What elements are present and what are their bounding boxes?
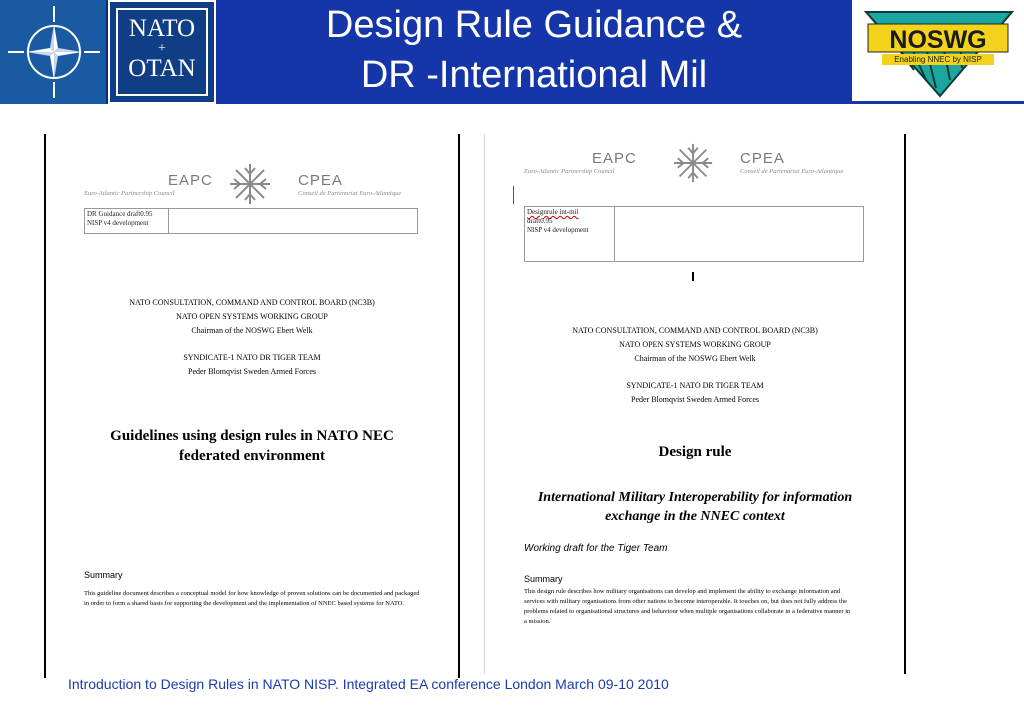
team-line: Peder Blomqvist Sweden Armed Forces [188, 367, 316, 376]
header-banner [0, 0, 1024, 104]
summary-text: This design rule describes how military organisations can develop and implement the ability to exchange information and services with military organisations from other nations to become interoperable. It touches on, but does not fully address the problems related to organisational structures and behaviour when multiple organisations collaborate in a federative manner in a mission. [524, 588, 851, 625]
working-draft-note: Working draft for the Tiger Team [524, 543, 668, 554]
page-title [216, 0, 852, 101]
organisation-block [486, 324, 904, 366]
nosw-tagline: Enabling NNEC by NISP [894, 55, 982, 64]
right-doc-left-border [484, 134, 485, 674]
right-doc-right-border [904, 134, 906, 674]
eapc-logo-text: EAPC [592, 150, 637, 167]
eapc-logo-text: EAPC [168, 172, 213, 189]
document-info-table [524, 206, 864, 262]
doc-id-cell: Designrule int-mil [527, 208, 579, 216]
org-line: Chairman of the NOSWG Ebert Welk [191, 326, 313, 335]
team-line: Peder Blomqvist Sweden Armed Forces [631, 395, 759, 404]
summary-label: Summary [524, 574, 563, 584]
org-line: Chairman of the NOSWG Ebert Welk [634, 354, 756, 363]
eapc-subtitle: Euro-Atlantic Partnership Council [84, 190, 175, 197]
compass-star-icon [0, 0, 108, 104]
org-line: NATO CONSULTATION, COMMAND AND CONTROL BOARD (NC3B) [129, 298, 375, 307]
right-document [486, 134, 904, 674]
nato-compass-logo [0, 0, 108, 104]
document-title: Guidelines using design rules in NATO NEC federated environment [110, 428, 394, 464]
document-subtitle: International Military Interoperability for information exchange in the NNEC context [537, 490, 853, 524]
doc-nisp-cell: NISP v4 development [527, 226, 589, 234]
summary-text: This guideline document describes a conceptual model for how knowledge of proven solutions can be documented and packaged in order to form a shared basis for supporting the development and the implementation of NNEC based systems for NATO. [84, 590, 420, 607]
org-line: NATO OPEN SYSTEMS WORKING GROUP [176, 312, 328, 321]
title-line-2: DR -International Mil [360, 54, 708, 96]
left-doc-right-border [458, 134, 460, 678]
title-line-1: Design Rule Guidance & [325, 4, 743, 46]
cpea-subtitle: Conseil de Partenariat Euro-Atlantique [298, 190, 402, 197]
title-rule [216, 101, 1024, 104]
team-block [486, 379, 904, 407]
paragraph-cursor [692, 272, 694, 281]
nosw-logo-text: NOSWG [889, 26, 987, 54]
otan-word: OTAN [128, 55, 196, 82]
team-line: SYNDICATE-1 NATO DR TIGER TEAM [626, 381, 764, 390]
noswg-logo [852, 0, 1024, 101]
org-line: NATO OPEN SYSTEMS WORKING GROUP [619, 340, 771, 349]
org-line: NATO CONSULTATION, COMMAND AND CONTROL BOARD (NC3B) [572, 326, 818, 335]
doc-version-cell: draft0.95 [527, 217, 553, 225]
organisation-block [46, 296, 458, 338]
nato-otan-logo [108, 0, 216, 104]
doc-version-cell: NISP v4 development [87, 219, 149, 227]
eapc-subtitle: Euro-Atlantic Partnership Council [524, 168, 615, 175]
summary-label: Summary [84, 570, 123, 580]
document-info-table [84, 208, 418, 234]
document-title: Design rule [658, 444, 732, 460]
snowflake-star-icon [672, 142, 714, 184]
doc-id-cell: DR Guidance draft0.95 [87, 210, 153, 218]
team-block [46, 351, 458, 379]
nato-word: NATO [128, 15, 196, 42]
left-document [46, 134, 458, 678]
text-cursor [513, 186, 514, 204]
cpea-subtitle: Conseil de Partenariat Euro-Atlantique [740, 168, 844, 175]
footer-caption: Introduction to Design Rules in NATO NISP. Integrated EA conference London March 09-10 2010 [68, 676, 669, 692]
snowflake-star-icon [228, 162, 272, 206]
cpea-logo-text: CPEA [740, 150, 785, 167]
cpea-logo-text: CPEA [298, 172, 343, 189]
team-line: SYNDICATE-1 NATO DR TIGER TEAM [183, 353, 321, 362]
logo-separator: + [158, 41, 166, 56]
